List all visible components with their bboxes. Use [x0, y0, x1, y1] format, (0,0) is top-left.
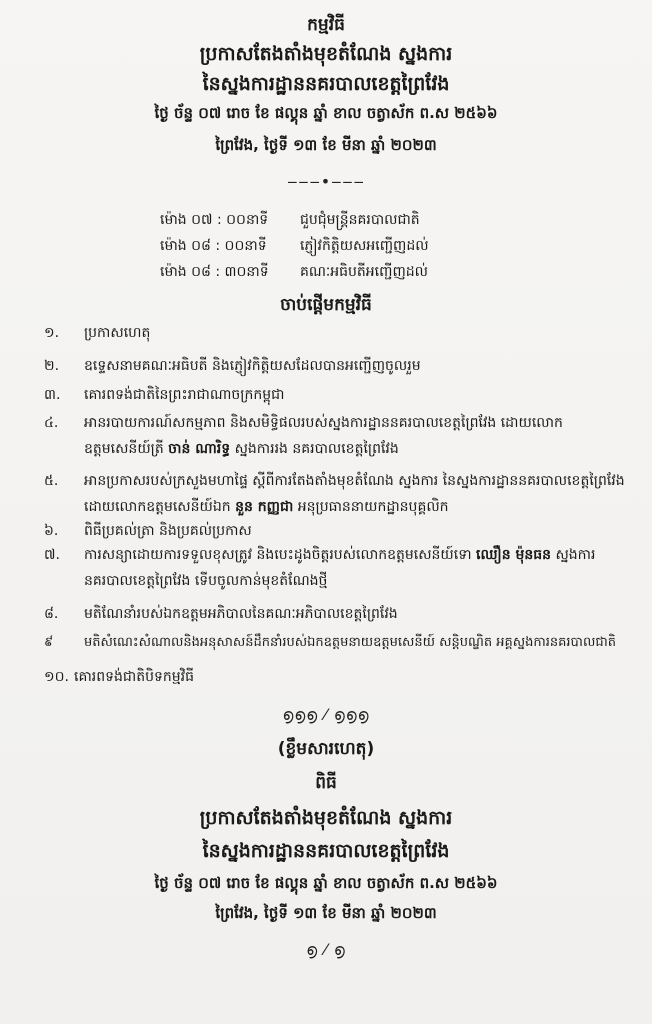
agenda-text: គោរពទង់ជាតិនៃព្រះរាជាណាចក្រកម្ពុជា — [84, 387, 285, 403]
schedule-row — [160, 262, 428, 283]
agenda-text: គោរពទង់ជាតិបិទកម្មវិធី — [74, 669, 194, 685]
agenda-text-part: អនុប្រធាននាយកដ្ឋានបុគ្គលិក — [293, 499, 449, 515]
divider-ornament: ൭ ⁄ ൭ — [306, 940, 346, 959]
agenda-text-part: ស្នងការរង នគរបាលខេត្តព្រៃវែង — [230, 441, 399, 457]
agenda-item — [44, 468, 640, 520]
schedule-time: ម៉ោង ០៨ : ៣០នាទី — [160, 264, 269, 280]
agenda-item — [44, 542, 640, 594]
agenda-text-part: ការសន្យាដោយការទទួលខុសត្រូវ និងបេះដូងចិត្តរបស់លោកឧត្តមសេនីយ៍ទោ — [84, 547, 476, 563]
agenda-number: ៩ — [44, 635, 54, 650]
agenda-item — [44, 353, 640, 379]
agenda-text: ប្រកាសហេតុ — [84, 325, 151, 341]
program-title: កម្មវិធី — [307, 15, 345, 35]
header-solar-date: ព្រៃវែង, ថ្ងៃទី ១៣ ខែ មីនា ឆ្នាំ ២០២៣ — [215, 136, 437, 154]
agenda-item — [44, 518, 640, 544]
agenda-number: ៦. — [44, 523, 59, 539]
agenda-number: ៥. — [44, 473, 59, 489]
header-line-2: នៃស្នងការដ្ឋាននគរបាលខេត្តព្រៃវែង — [202, 73, 450, 95]
agenda-text-line1 — [84, 542, 640, 568]
agenda-text: ពិធីប្រគល់ត្រា និងប្រគល់ប្រកាស — [84, 523, 252, 539]
header-lunar-date: ថ្ងៃ ច័ន្ទ ០៧ រោច ខែ ផល្គុន ឆ្នាំ ខាល ចត្វាស័ក ព.ស ២៥៦៦ — [154, 104, 498, 122]
agenda-text-line1: អានប្រកាសរបស់ក្រសួងមហាផ្ទៃ ស្តីពីការតែងតាំងមុខតំណែង ស្នងការ នៃស្នងការដ្ឋាននគរបាលខេត្តព្រៃវែង — [84, 473, 625, 489]
footer-lunar-date: ថ្ងៃ ច័ន្ទ ០៧ រោច ខែ ផល្គុន ឆ្នាំ ខាល ចត្វាស័ក ព.ស ២៥៦៦ — [154, 874, 498, 892]
agenda-text-line2 — [84, 436, 640, 462]
person-name: នួន កញ្ញជា — [235, 499, 294, 515]
header-line-1: ប្រកាសតែងតាំងមុខតំណែង ស្នងការ — [199, 43, 453, 65]
agenda-item — [44, 410, 640, 462]
schedule-desc: ជួបជុំមន្ត្រីនគរបាលជាតិ — [300, 212, 420, 228]
schedule-row — [160, 210, 420, 231]
schedule-time: ម៉ោង ០៨ : ០០នាទី — [160, 238, 267, 254]
schedule-row — [160, 236, 429, 257]
agenda-number: ២. — [44, 358, 60, 374]
agenda-number: ៣. — [44, 387, 61, 403]
rest-note: (ខ្លឹមសារហេតុ) — [277, 739, 375, 759]
divider-ornament: ൭൭൭ ⁄ ൭൭൭ — [282, 705, 370, 724]
agenda-text: ឧទ្ទេសនាមគណៈអធិបតី និងភ្ញៀវកិត្តិយសដែលបានអញ្ជើញចូលរួម — [84, 358, 421, 374]
agenda-text: មតិសំណេះសំណាលនិងអនុសាសន៍ដឹកនាំរបស់ឯកឧត្តមនាយឧត្តមសេនីយ៍ សន្តិបណ្ឌិត អគ្គស្នងការនគរបាលជាតិ — [84, 635, 616, 650]
agenda-number: ១. — [44, 325, 60, 341]
agenda-text-part: ដោយលោកឧត្តមសេនីយ៍ឯក — [84, 499, 236, 515]
agenda-number: ៧. — [44, 547, 60, 563]
agenda-text-part: ស្នងការ — [551, 547, 596, 563]
person-name: ចាន់ ណារិទ្ធ — [168, 441, 231, 457]
agenda-item — [44, 664, 640, 690]
divider-ornament: ‒‒‒•‒‒‒ — [287, 172, 365, 191]
agenda-item — [44, 382, 640, 408]
person-name: ឈឿន ម៉ុនធន — [476, 547, 552, 563]
agenda-text-part: ឧត្តមសេនីយ៍ត្រី — [84, 441, 169, 457]
schedule-desc: គណៈអធិបតីអញ្ជើញដល់ — [300, 264, 429, 280]
footer-solar-date: ព្រៃវែង, ថ្ងៃទី ១៣ ខែ មីនា ឆ្នាំ ២០២៣ — [215, 904, 437, 922]
agenda-number: ១០. — [44, 669, 69, 685]
footer-line-2: នៃស្នងការដ្ឋាននគរបាលខេត្តព្រៃវែង — [202, 840, 450, 862]
schedule-desc: ភ្ញៀវកិត្តិយសអញ្ជើញដល់ — [300, 238, 429, 254]
agenda-text-line2 — [84, 494, 640, 520]
agenda-item — [44, 630, 640, 656]
footer-title: ពិធី — [315, 773, 337, 793]
agenda-number: ៨. — [44, 606, 59, 622]
agenda-text: មតិណែនាំរបស់ឯកឧត្តមអភិបាលនៃគណៈអភិបាលខេត្តព្រៃវែង — [84, 606, 398, 622]
program-start-heading: ចាប់ផ្តើមកម្មវិធី — [280, 295, 372, 315]
agenda-item — [44, 601, 640, 627]
footer-line-1: ប្រកាសតែងតាំងមុខតំណែង ស្នងការ — [199, 807, 453, 829]
schedule-time: ម៉ោង ០៧ : ០០នាទី — [160, 212, 269, 228]
agenda-text-line1: អានរបាយការណ៍សកម្មភាព និងសមិទ្ធិផលរបស់ស្នងការដ្ឋាននគរបាលខេត្តព្រៃវែង ដោយលោក — [84, 415, 563, 431]
agenda-number: ៤. — [44, 415, 59, 431]
agenda-text-line2: នគរបាលខេត្តព្រៃវែង ទើបចូលកាន់មុខតំណែងថ្មី — [84, 573, 328, 589]
agenda-item — [44, 320, 640, 346]
